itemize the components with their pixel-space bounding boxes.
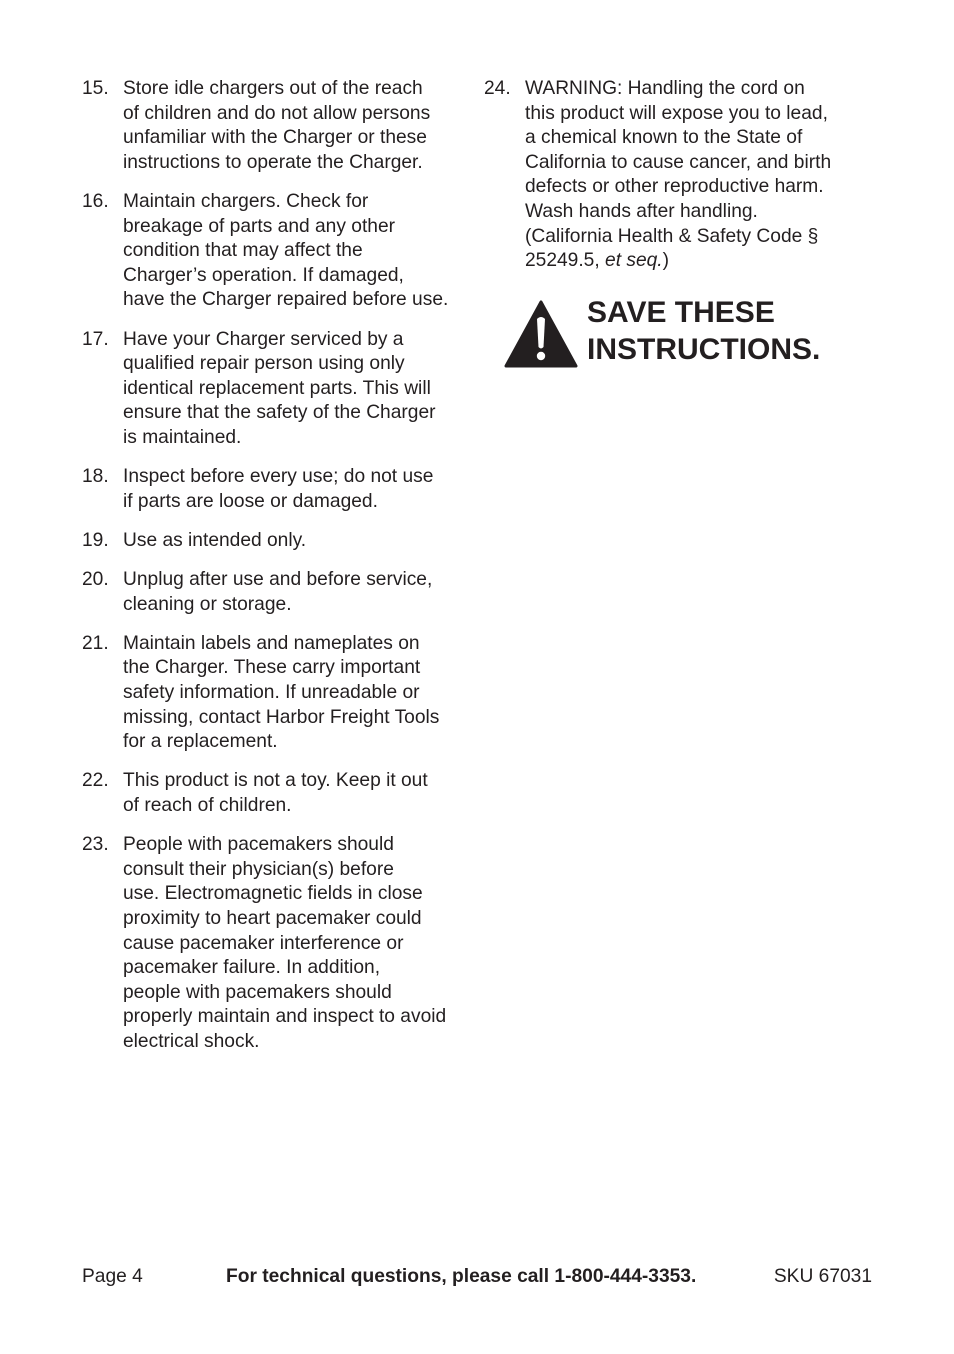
closing-paren: ) <box>662 250 670 272</box>
item-text: Have your Charger serviced by a qualified repair person using only identical replacement parts. This will ensure that the safety of the Charger is maintained. <box>123 328 436 448</box>
item-number: 18. <box>82 466 109 488</box>
item-text: This product is not a toy. Keep it out of reach of children. <box>123 770 428 816</box>
item-text <box>525 77 864 274</box>
item-number: 19. <box>82 529 109 551</box>
item-text: Inspect before every use; do not use if parts are loose or damaged. <box>123 466 434 512</box>
item-text: People with pacemakers should consult their physician(s) before use. Electromagnetic fields in close proximity to heart pacemaker could cause pacemaker interference or pacemaker failure. In addition, people with pacemakers should properly maintain and inspect to avoid electrical shock. <box>123 834 447 1052</box>
item-number: 15. <box>82 78 109 99</box>
item-text: Maintain chargers. Check for breakage of parts and any other condition that may affect the Charger’s operation. If damaged, have the Charger repaired before use. <box>123 190 449 311</box>
list-item <box>82 769 474 818</box>
list-item <box>82 568 474 617</box>
right-column <box>484 77 864 288</box>
item-number: 16. <box>82 190 109 212</box>
item-number: 22. <box>82 770 109 792</box>
item-number: 20. <box>82 569 109 591</box>
list-item <box>82 77 474 175</box>
warning-text: WARNING: Handling the cord on this product will expose you to lead, a chemical known to the State of California to cause cancer, and birth defects or other reproductive harm. Wash hands after handling. (California Health & Safety Code § 25249.5, <box>525 78 832 272</box>
item-number: 23. <box>82 834 109 856</box>
page-number: Page 4 <box>82 1266 143 1287</box>
list-item <box>82 529 474 554</box>
save-instructions-block <box>504 294 820 369</box>
item-text: Unplug after use and before service, cleaning or storage. <box>123 569 433 615</box>
list-item <box>82 833 474 1054</box>
item-number: 17. <box>82 328 109 350</box>
technical-questions-line: For technical questions, please call 1-800-444-3353. <box>226 1266 697 1287</box>
et-seq-text: et seq. <box>605 250 663 272</box>
warning-triangle-icon <box>504 299 578 369</box>
item-text: Store idle chargers out of the reach of children and do not allow persons unfamiliar with the Charger or these instructions to operate the Charger. <box>123 78 431 173</box>
item-text: Use as intended only. <box>123 529 307 551</box>
left-column <box>82 77 474 1069</box>
list-item <box>82 328 474 451</box>
list-item <box>82 632 474 755</box>
save-instructions-heading: SAVE THESE INSTRUCTIONS. <box>587 296 821 366</box>
item-text: Maintain labels and nameplates on the Charger. These carry important safety information. If unreadable or missing, contact Harbor Freight Tools for a replacement. <box>123 632 440 753</box>
warning-list-item <box>484 77 864 274</box>
sku-number: SKU 67031 <box>773 1266 872 1287</box>
item-number: 24. <box>484 78 511 99</box>
list-item <box>82 465 474 514</box>
item-number: 21. <box>82 632 109 654</box>
list-item <box>82 190 474 313</box>
